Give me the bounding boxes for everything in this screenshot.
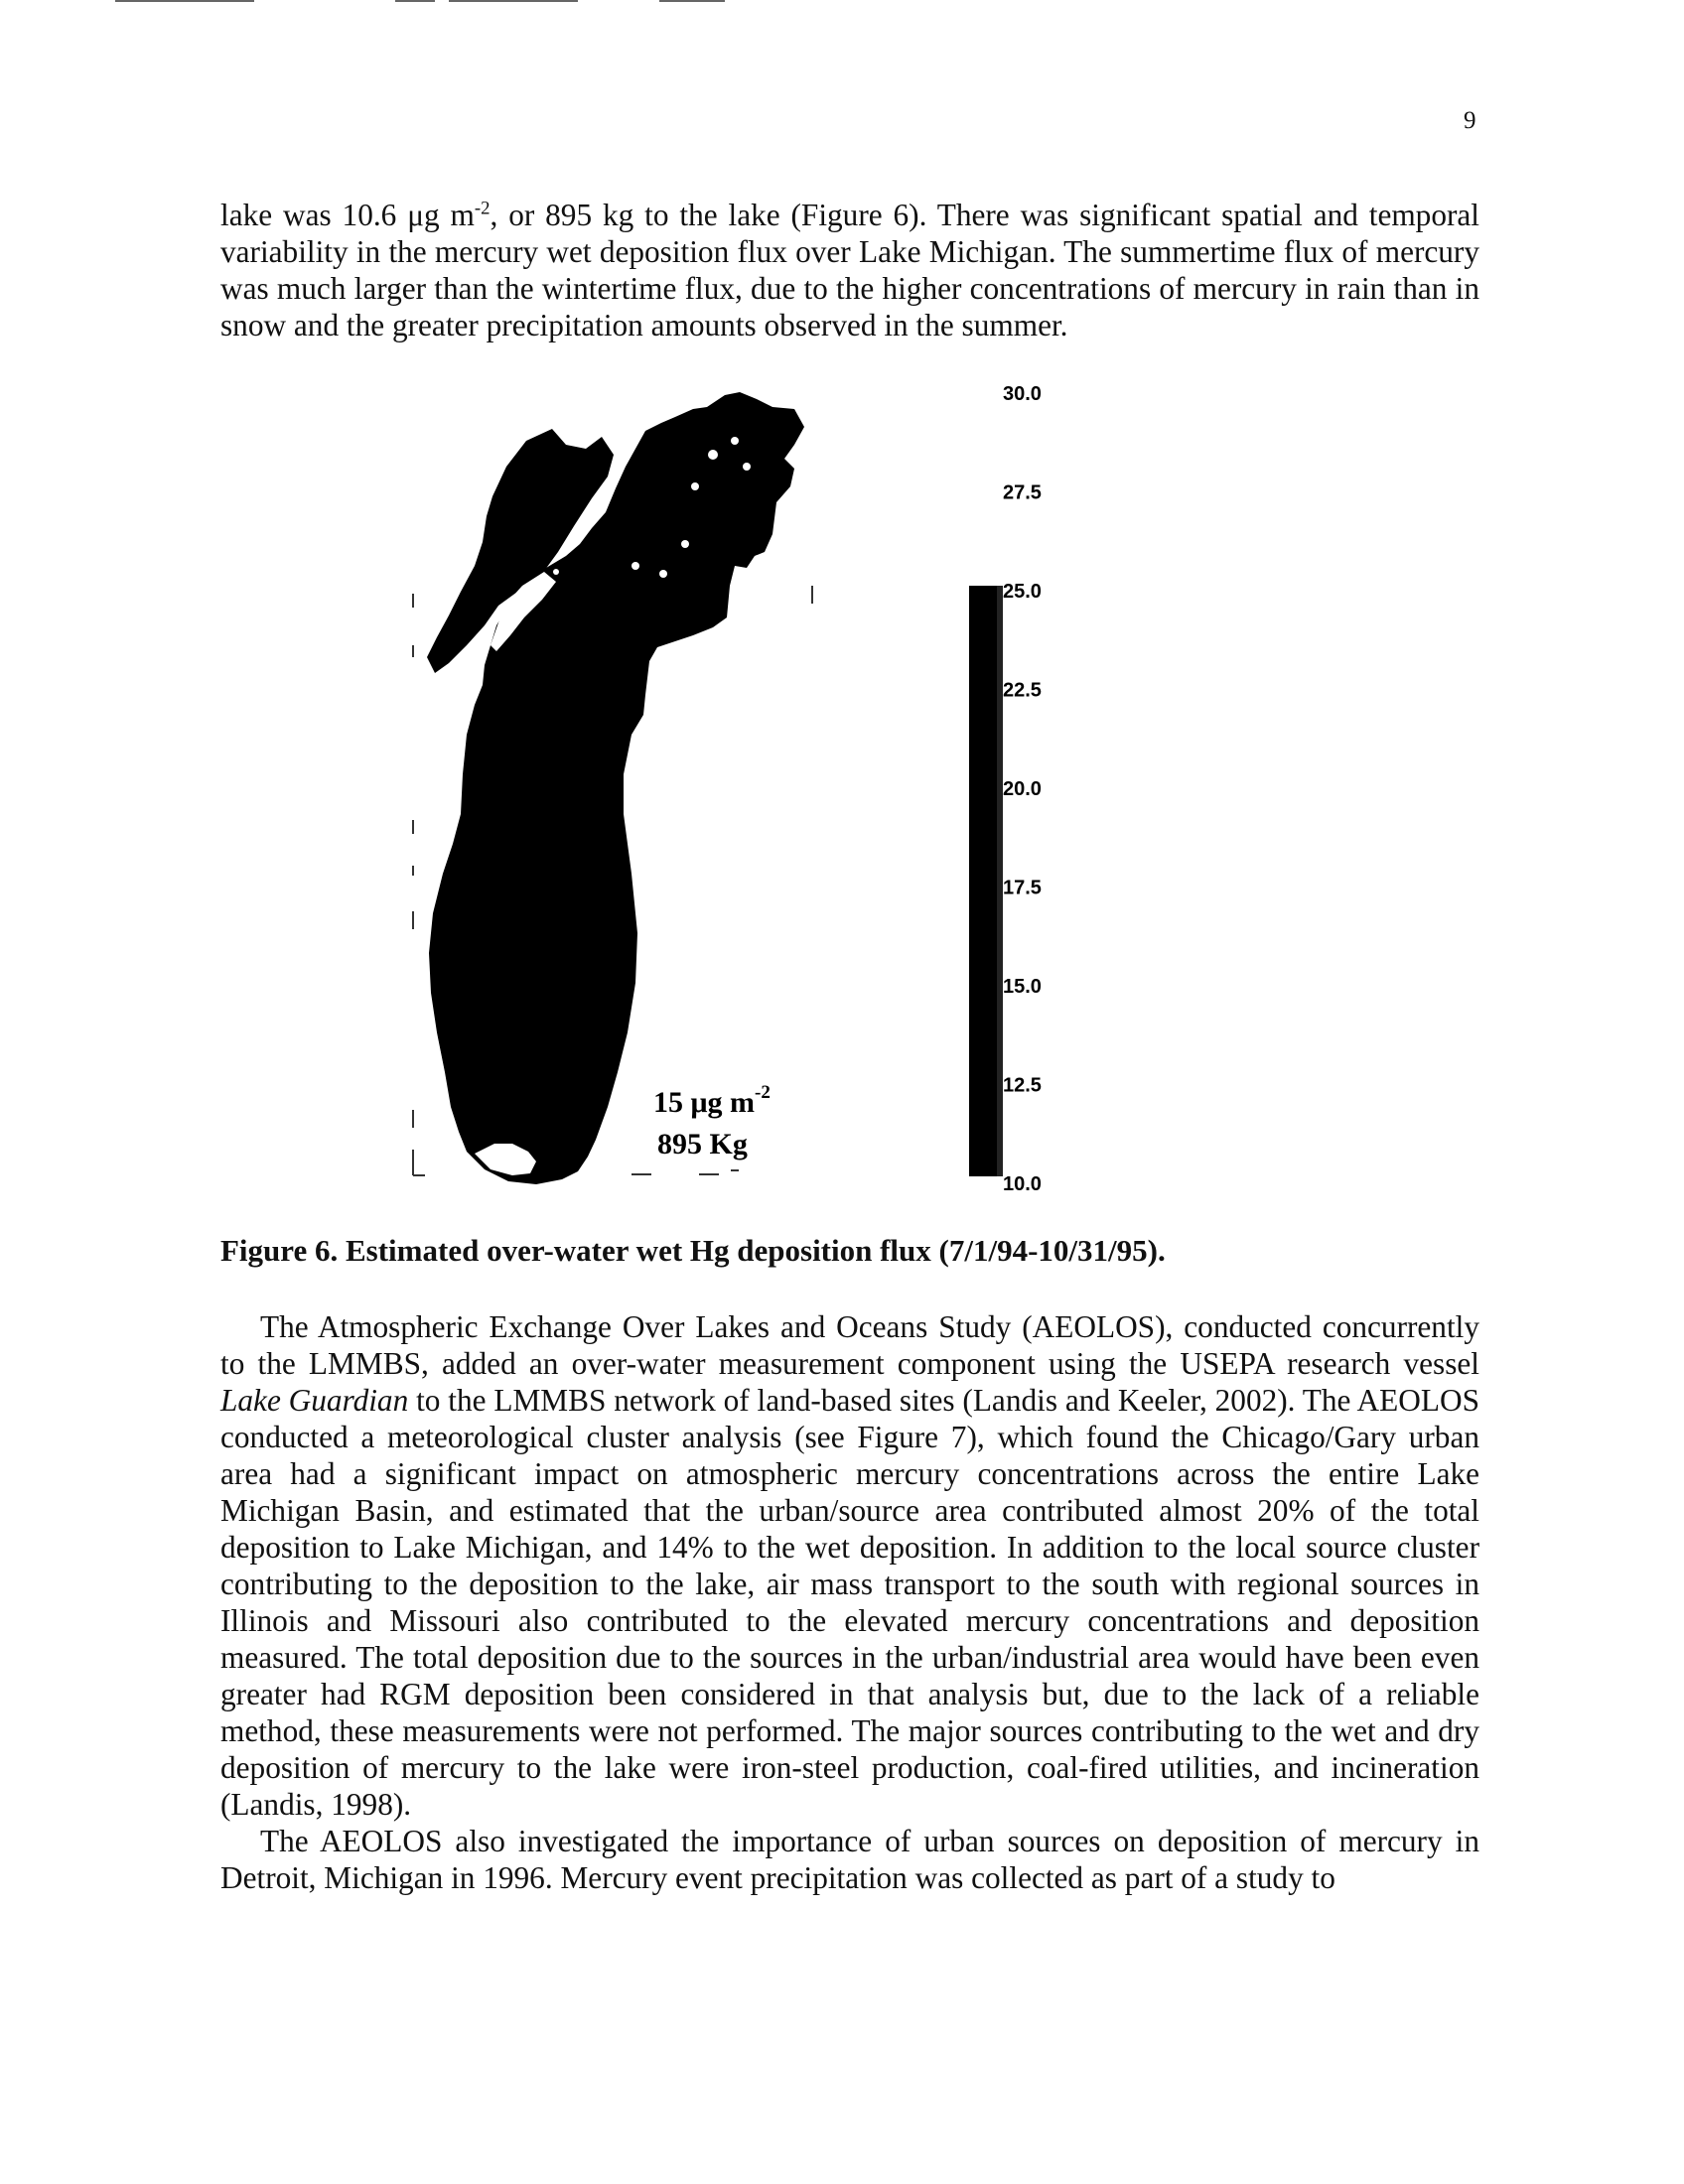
lake-michigan-map [427, 392, 804, 1184]
colorbar-tick-label: 20.0 [1003, 778, 1042, 800]
figure-caption: Figure 6. Estimated over-water wet Hg deposition flux (7/1/94-10/31/95). [220, 1233, 1166, 1268]
colorbar-tick-label: 27.5 [1003, 481, 1042, 504]
colorbar-tick-label: 15.0 [1003, 976, 1042, 998]
colorbar-fill [969, 586, 997, 1176]
colorbar-tick-label: 12.5 [1003, 1074, 1042, 1097]
map-label-flux: 15 μg $m^{-2}$ [653, 1082, 771, 1119]
paragraph-1: lake was 10.6 μg $m^{-2}$, or 895 kg to the lake (Figure 6). There was significant spatial and temporal variability in the mercury wet deposition flux over Lake Michigan. The summertime flux of mercury was much larger than the wintertime flux, due to the higher concentrations of mercury in rain than in snow and the greater precipitation amounts observed in the summer. [220, 198, 1479, 342]
lake-shape [429, 392, 804, 1184]
paragraph-2: The Atmospheric Exchange Over Lakes and Oceans Study (AEOLOS), conducted concurrently to the LMMBS, added an over-water measurement component using the USEPA research vessel Lake Guardian to the LMMBS network of land-based sites (Landis and Keeler, 2002). The AEOLOS conducted a meteorological cluster analysis (see Figure 7), which found the Chicago/Gary urban area had a significant impact on atmospheric mercury concentrations across the entire Lake Michigan Basin, and estimated that the urban/source area contributed almost 20% of the total deposition to Lake Michigan, and 14% to the wet deposition. In addition to the local source cluster contributing to the deposition to the lake, air mass transport to the south with regional sources in Illinois and Missouri also contributed to the elevated mercury concentrations and deposition measured. The total deposition due to the sources in the urban/industrial area would have been even greater had RGM deposition been considered in that analysis but, due to the lack of a reliable method, these measurements were not performed. The major sources contributing to the wet and dry deposition of mercury to the lake were iron-steel production, coal-fired utilities, and incineration (Landis, 1998). [220, 1309, 1479, 1822]
colorbar-tick-label: 25.0 [1003, 581, 1042, 603]
colorbar [969, 586, 1003, 1176]
colorbar-tick-label: 30.0 [1003, 383, 1042, 405]
page-number: 9 [1464, 107, 1476, 134]
paragraph-3: The AEOLOS also investigated the importance of urban sources on deposition of mercury in Detroit, Michigan in 1996. Mercury event precipitation was collected as part of a study to [220, 1824, 1479, 1895]
colorbar-ticks [1003, 383, 1042, 1195]
map-label-mass: 895 Kg [657, 1128, 748, 1160]
colorbar-tick-label: 22.5 [1003, 679, 1042, 702]
colorbar-tick-label: 10.0 [1003, 1173, 1042, 1195]
colorbar-tick-label: 17.5 [1003, 877, 1042, 899]
